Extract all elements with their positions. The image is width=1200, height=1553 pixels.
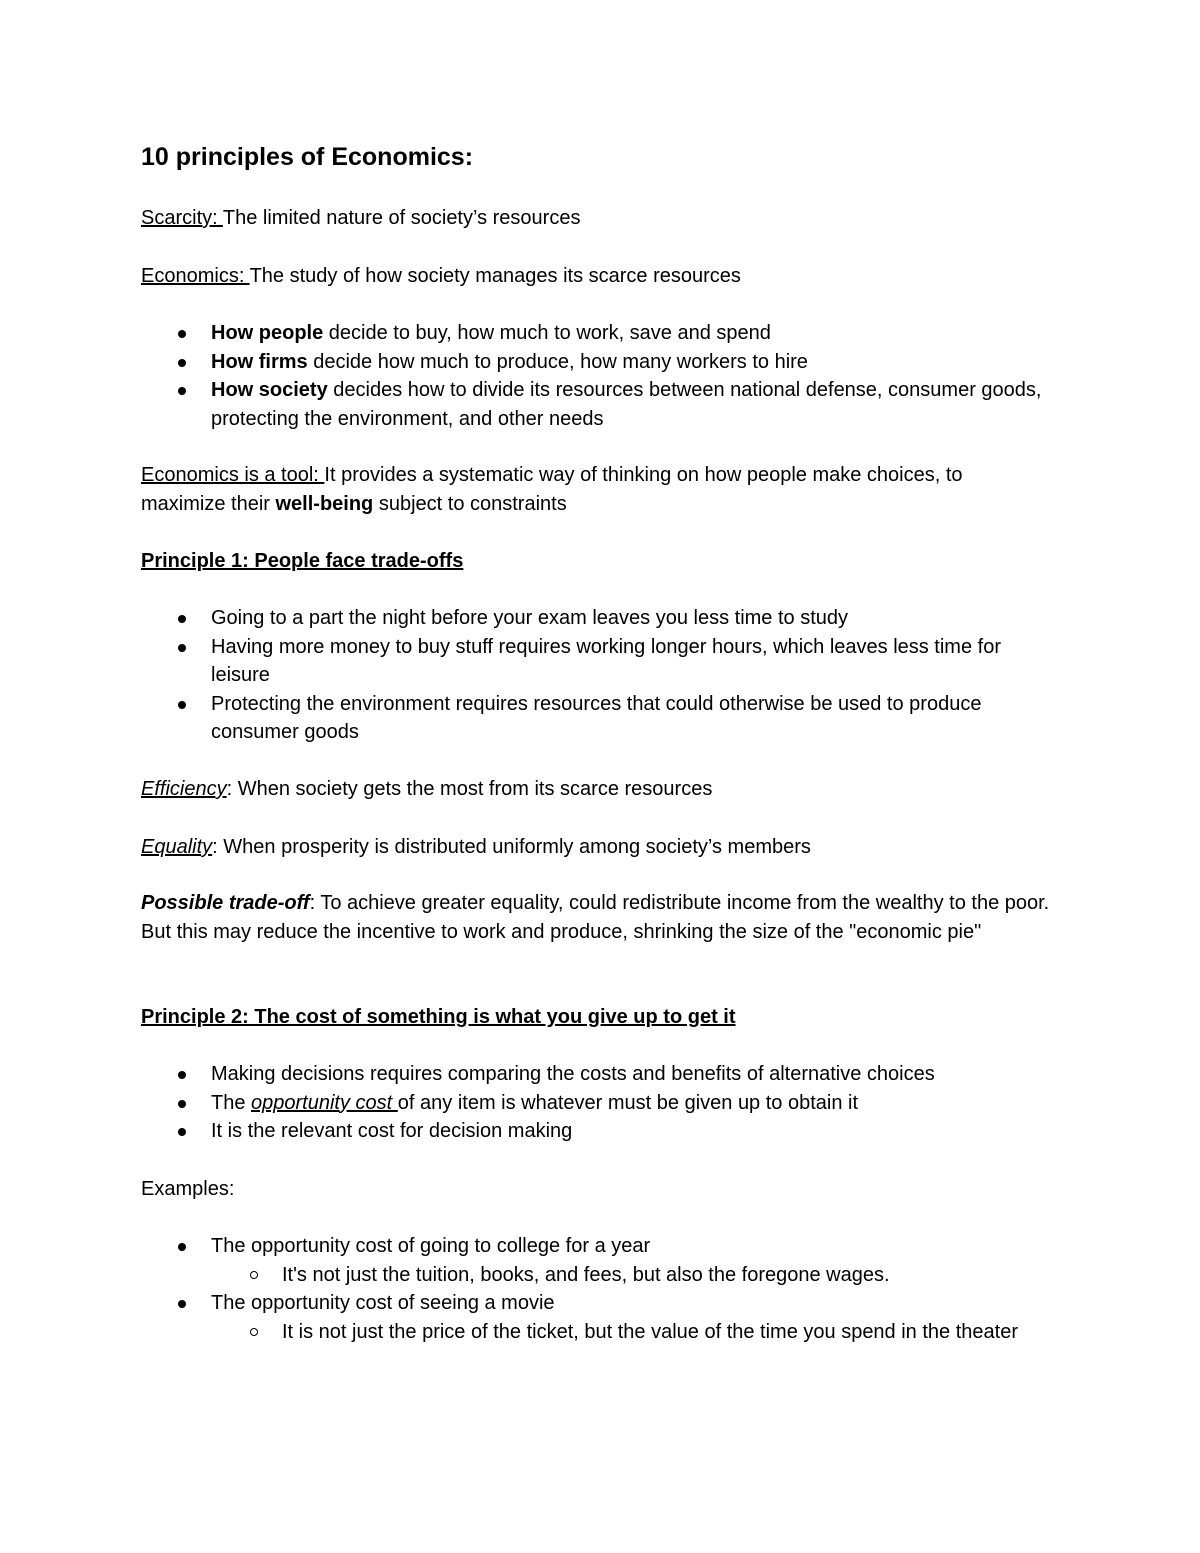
equality-text: : When prosperity is distributed uniformly among society’s members bbox=[212, 836, 811, 858]
principle-1-heading: Principle 1: People face trade-offs bbox=[141, 550, 464, 572]
bullet-text: decides how to divide its resources between national defense, consumer goods, protecting the environment, and other needs bbox=[211, 379, 1042, 430]
tradeoff-paragraph bbox=[141, 889, 1051, 946]
tool-text-before: It provides a systematic way of thinking on how people make choices, to maximize their bbox=[141, 464, 963, 515]
tool-text-after: subject to constraints bbox=[373, 492, 567, 515]
equality-definition bbox=[141, 833, 811, 862]
list-item: It is the relevant cost for decision making bbox=[211, 1117, 1051, 1146]
example-text: The opportunity cost of going to college for a year bbox=[211, 1235, 651, 1257]
list-item: Going to a part the night before your exam leaves you less time to study bbox=[211, 604, 1051, 633]
bullet-bold-text: How society bbox=[211, 379, 328, 401]
tool-term: Economics is a tool: bbox=[141, 464, 325, 486]
example-text: The opportunity cost of seeing a movie bbox=[211, 1292, 555, 1314]
tool-bold: well-being bbox=[275, 492, 374, 515]
sub-list-item: It's not just the tuition, books, and fees, but also the foregone wages. bbox=[282, 1261, 1051, 1290]
examples-bullets bbox=[211, 1232, 1051, 1346]
list-item: Protecting the environment requires resources that could otherwise be used to produce consumer goods bbox=[211, 690, 1051, 747]
list-item: Having more money to buy stuff requires working longer hours, which leaves less time for leisure bbox=[211, 633, 1051, 690]
principle-2-bullets bbox=[211, 1060, 1051, 1146]
examples-label: Examples: bbox=[141, 1178, 235, 1200]
economics-bullets bbox=[211, 319, 1051, 433]
example-sub-bullets bbox=[211, 1261, 1051, 1290]
list-item bbox=[211, 376, 1051, 433]
principle-1-bullets bbox=[211, 604, 1051, 747]
economics-term: Economics: bbox=[141, 265, 250, 287]
principle-2-heading: Principle 2: The cost of something is what you give up to get it bbox=[141, 1006, 736, 1028]
economics-definition bbox=[141, 262, 741, 291]
bullet-bold-text: How firms bbox=[211, 350, 308, 373]
efficiency-term: Efficiency bbox=[141, 778, 227, 800]
bullet-text: of any item is whatever must be given up to obtain it bbox=[397, 1091, 859, 1114]
scarcity-term: Scarcity: bbox=[141, 207, 223, 229]
bullet-text: The bbox=[211, 1091, 252, 1114]
example-sub-bullets bbox=[211, 1318, 1051, 1347]
bullet-text: decide how much to produce, how many workers to hire bbox=[307, 350, 808, 373]
list-item bbox=[211, 319, 1051, 348]
list-item bbox=[211, 1089, 1051, 1118]
equality-term: Equality bbox=[141, 836, 213, 858]
efficiency-definition bbox=[141, 775, 712, 804]
scarcity-definition bbox=[141, 204, 580, 233]
list-item bbox=[211, 1289, 1051, 1346]
list-item bbox=[211, 1232, 1051, 1289]
document-title: 10 principles of Economics: bbox=[141, 143, 474, 171]
list-item: Making decisions requires comparing the costs and benefits of alternative choices bbox=[211, 1060, 1051, 1089]
tradeoff-term: Possible trade-off bbox=[141, 892, 310, 914]
bullet-text: decide to buy, how much to work, save and spend bbox=[323, 322, 771, 344]
sub-list-item: It is not just the price of the ticket, but the value of the time you spend in the theater bbox=[282, 1318, 1051, 1347]
efficiency-text: : When society gets the most from its scarce resources bbox=[226, 778, 713, 800]
tradeoff-text: : To achieve greater equality, could redistribute income from the wealthy to the poor. But this may reduce the incentive to work and produce, shrinking the size of the "economic pie" bbox=[141, 892, 1050, 943]
opportunity-cost-term: opportunity cost bbox=[251, 1091, 398, 1114]
bullet-bold-text: How people bbox=[211, 322, 324, 344]
scarcity-text: The limited nature of society’s resources bbox=[222, 207, 581, 229]
economics-text: The study of how society manages its scarce resources bbox=[249, 265, 741, 287]
list-item bbox=[211, 348, 1051, 377]
economics-tool-paragraph bbox=[141, 461, 1051, 518]
